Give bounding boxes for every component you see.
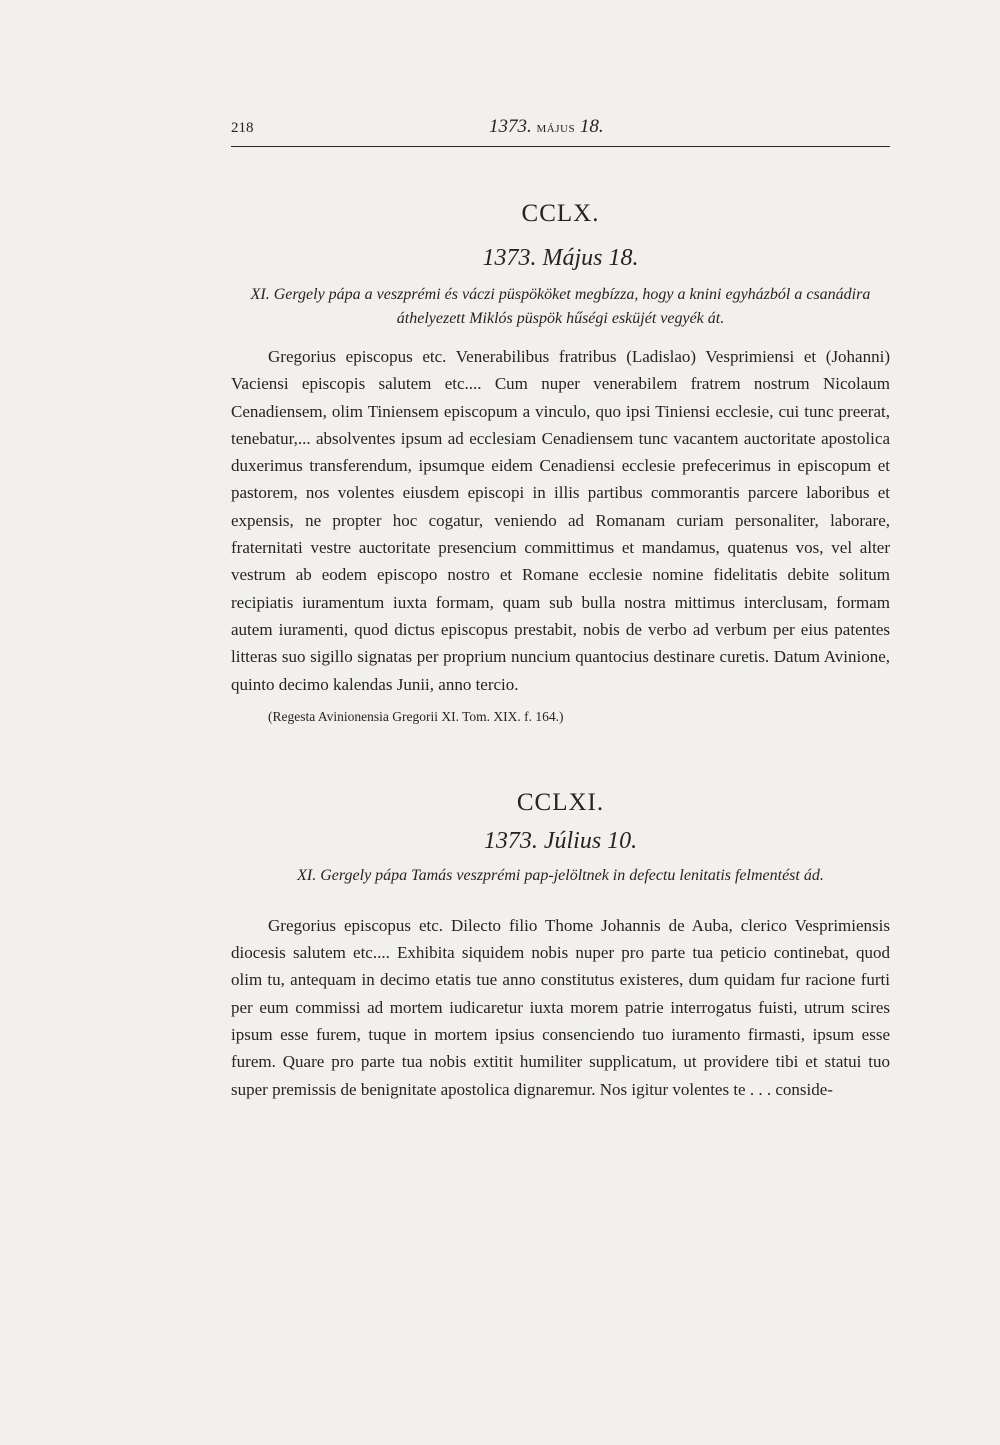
document-number: CCLXI. [516,788,605,816]
running-head-year: 1373. [489,116,537,137]
document-number: CCLX. [521,200,600,227]
document-summary: XI. Gergely pápa a veszprémi és váczi püspököket megbízza, hogy a knini egyházból a csanádira áthelyezett Miklós püspök hűségi esküjét vegyék át. [250,286,871,327]
running-head-date [489,116,604,138]
header-rule [231,146,890,147]
book-page [231,116,890,1103]
document-cclx [231,199,890,728]
document-summary: XI. Gergely pápa Tamás veszprémi pap-jelöltnek in defectu lenitatis felmentést ád. [297,866,824,884]
running-head [231,116,890,146]
running-head-day: 18. [575,116,604,137]
page-number: 218 [231,120,254,136]
running-head-month: MÁJUS [536,123,576,135]
document-date: 1373. Július 10. [483,827,638,854]
document-date: 1373. Május 18. [482,245,639,271]
document-cclxi [231,788,890,1103]
document-text: Gregorius episcopus etc. Dilecto filio Thome Johannis de Auba, clerico Vesprimiensis diocesis salutem etc.... Exhibita siquidem nobis nuper pro parte tua peticio continebat, quod olim tu, antequam in decimo etatis tue anno constitutus existeres, dum quidam fur racione furti per eum commissi ad mortem iudicaretur iuxta morem patrie interrogatus fuisti, utrum scires ipsum esse furem, tuque in mortem ipsius consenciendo tuo iuramento firmasti, ipsum esse furem. Quare pro parte tua nobis extitit humiliter supplicatum, ut providere tibi et statui tuo super premissis de benignitate apostolica dignaremur. Nos igitur volentes te . . . conside- [231,915,890,1099]
source-citation: (Regesta Avinionensia Gregorii XI. Tom. XIX. f. 164.) [268,708,564,724]
document-text: Gregorius episcopus etc. Venerabilibus fratribus (Ladislao) Vesprimiensi et (Johanni) Vaciensi episcopis salutem etc.... Cum nuper venerabilem fratrem nostrum Nicolaum Cenadiensem, olim Tiniensem episcopum a vinculo, quo ipsi Tiniensi ecclesie, cui tunc preerat, tenebatur,... absolventes ipsum ad ecclesiam Cenadiensem tunc vacantem auctoritate apostolica duxerimus transferendum, ipsumque eidem Cenadiensi ecclesie prefecerimus in episcopum et pastorem, nos volentes eiusdem episcopi in illis partibus commorantis parcere laboribus et expensis, ne propter hoc cogatur, veniendo ad Romanam curiam personaliter, laborare, fraternitati vestre auctoritate presencium committimus et mandamus, quatenus vos, vel alter vestrum ab eodem episcopo nostro et Romane ecclesie nomine fidelitatis debite solitum recipiatis iuramentum iuxta formam, quam sub bulla nostra mittimus interclusam, formam autem iuramenti, quod dictus episcopus prestabit, nobis de verbo ad verbum per eius patentes litteras suo sigillo signatas per proprium nuncium quantocius destinare curetis. Datum Avinione, quinto decimo kalendas Junii, anno tercio. [231,347,890,694]
